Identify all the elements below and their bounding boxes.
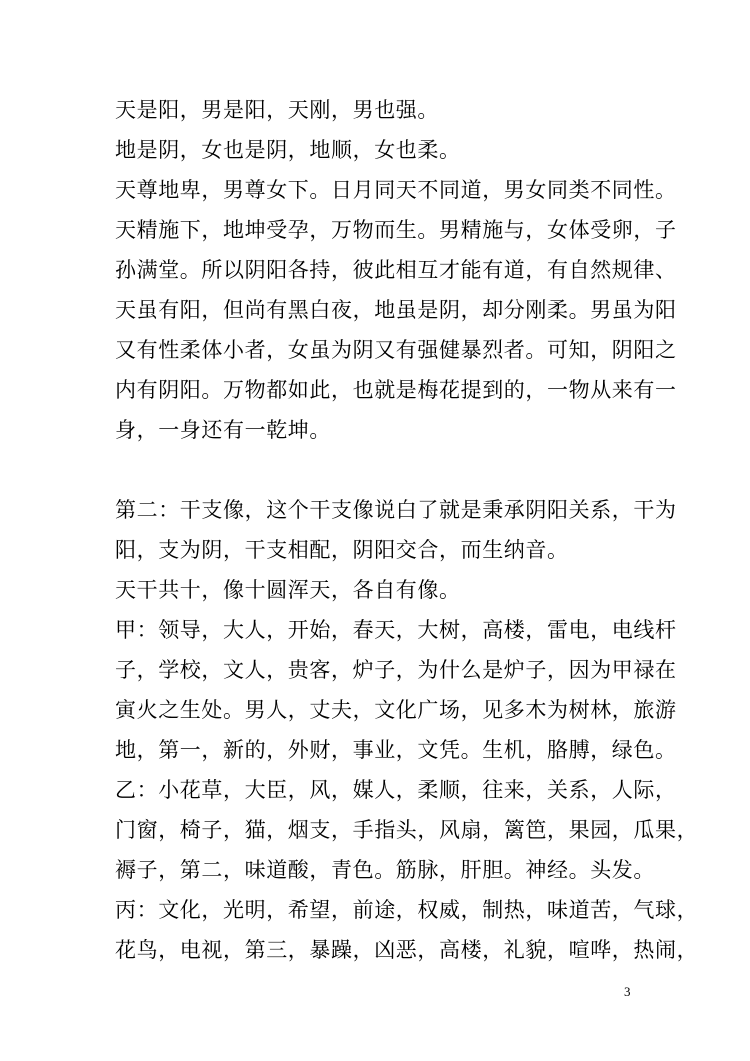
text-line: 内有阴阳。万物都如此，也就是梅花提到的，一物从来有一: [115, 378, 677, 402]
text-line: 又有性柔体小者，女虽为阴又有强健暴烈者。可知，阴阳之: [115, 338, 677, 362]
text-line: 丙：文化，光明，希望，前途，权威，制热，味道苦，气球，: [115, 898, 699, 922]
text-line: 天干共十，像十圆浑天，各自有像。: [115, 578, 461, 602]
text-line: 花鸟，电视，第三，暴躁，凶恶，高楼，礼貌，喧哗，热闹，: [115, 938, 699, 962]
text-line: 地是阴，女也是阴，地顺，女也柔。: [115, 138, 461, 162]
page-number: 3: [624, 984, 631, 999]
text-line: 甲：领导，大人，开始，春天，大树，高楼，雷电，电线杆: [115, 618, 677, 642]
text-line: 阳，支为阴，干支相配，阴阳交合，而生纳音。: [115, 538, 569, 562]
text-line: 寅火之生处。男人，丈夫，文化广场，见多木为树林，旅游: [115, 698, 677, 722]
text-line: 子，学校，文人，贵客，炉子，为什么是炉子，因为甲禄在: [115, 658, 677, 682]
text-line: 天虽有阳，但尚有黑白夜，地虽是阴，却分刚柔。男虽为阳: [115, 298, 677, 322]
text-line: 天精施下，地坤受孕，万物而生。男精施与，女体受卵，子: [115, 218, 677, 242]
text-line: 门窗，椅子，猫，烟支，手指头，风扇，篱笆，果园，瓜果，: [115, 818, 699, 842]
text-line: 褥子，第二，味道酸，青色。筋脉，肝胆。神经。头发。: [115, 858, 655, 882]
text-line: 孙满堂。所以阴阳各持，彼此相互才能有道，有自然规律、: [115, 258, 677, 282]
paragraph-gap: [115, 450, 645, 490]
text-line: 乙：小花草，大臣，风，媒人，柔顺，往来，关系，人际，: [115, 778, 677, 802]
text-line: 天尊地卑，男尊女下。日月同天不同道，男女同类不同性。: [115, 178, 677, 202]
text-line: 天是阳，男是阳，天刚，男也强。: [115, 98, 439, 122]
text-line: 地，第一，新的，外财，事业，文凭。生机，胳膊，绿色。: [115, 738, 677, 762]
body-text: [115, 90, 699, 970]
text-line: 第二：干支像，这个干支像说白了就是秉承阴阳关系，干为: [115, 498, 677, 522]
text-line: 身，一身还有一乾坤。: [115, 418, 331, 442]
